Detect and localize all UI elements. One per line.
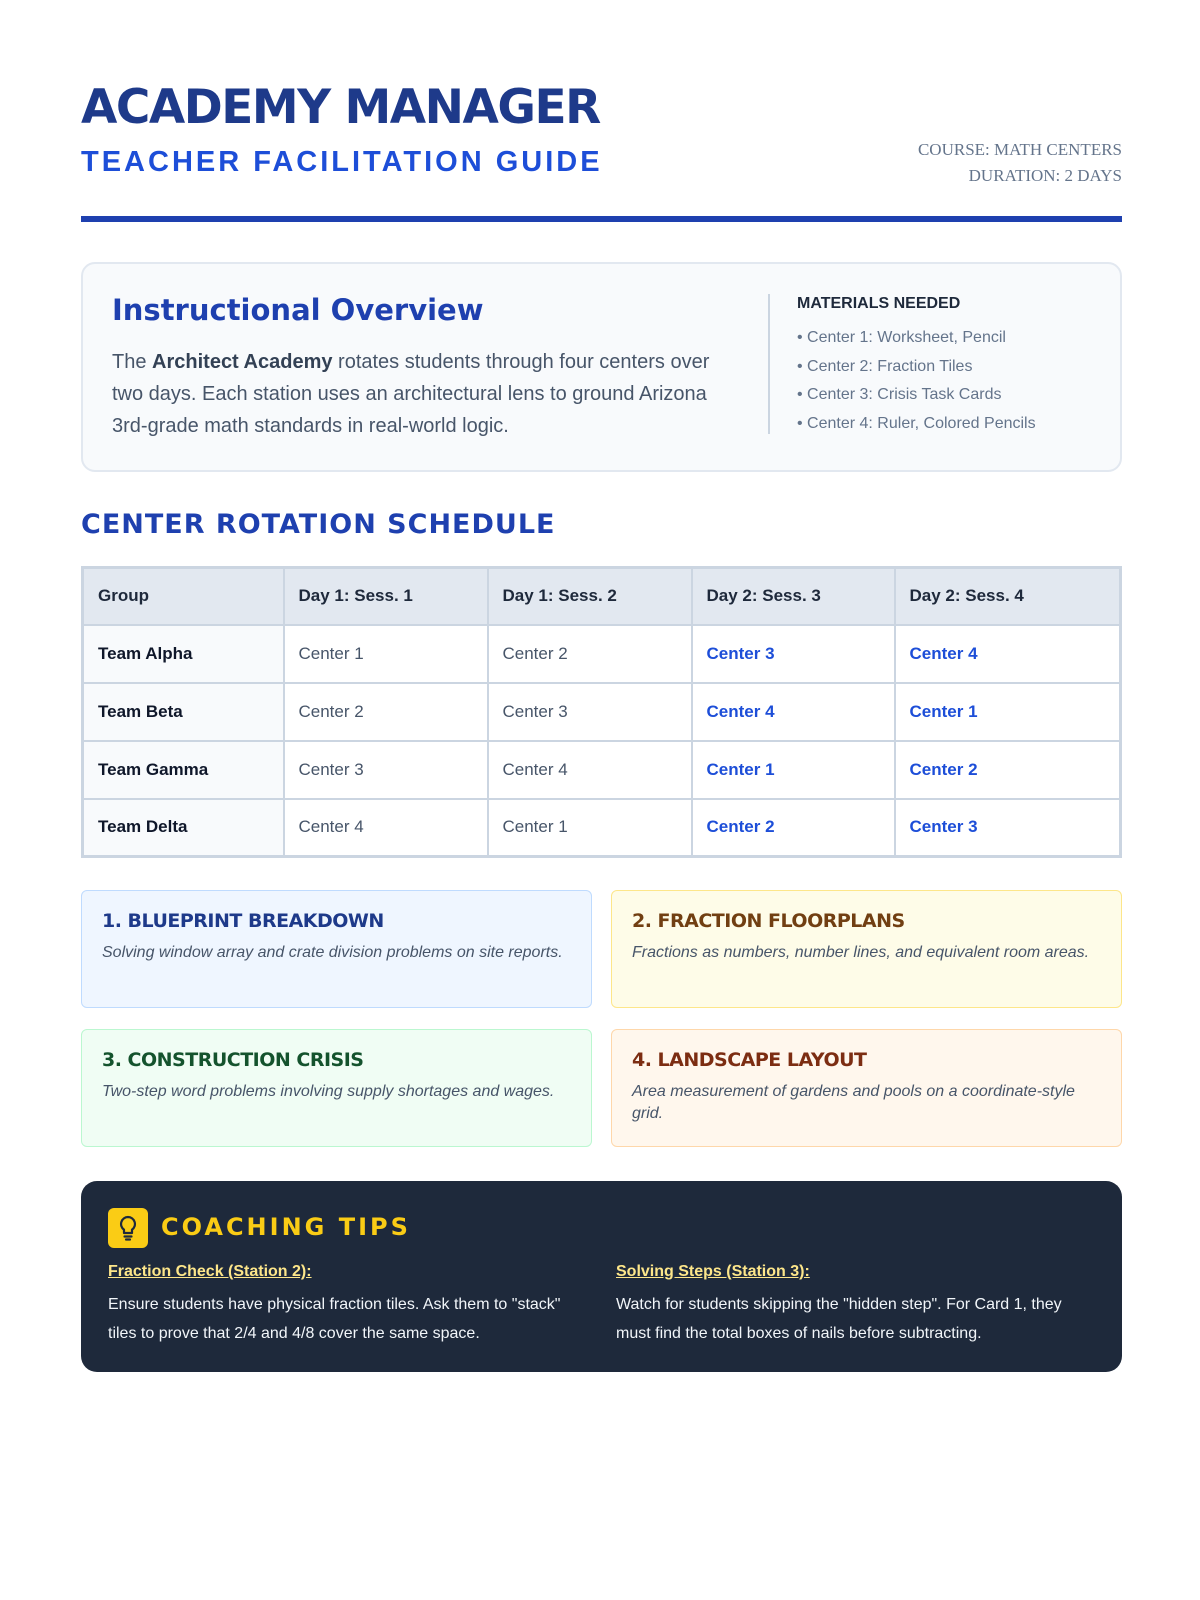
overview-text [112,346,732,442]
table-cell: Center 1 [284,625,488,683]
materials-item: • Center 4: Ruler, Colored Pencils [797,414,1036,432]
station-description: Area measurement of gardens and pools on a coordinate-style grid. [632,1083,1075,1122]
overview-text-bold: Architect Academy [152,351,333,373]
table-cell: Center 1 [692,741,895,799]
column-header: Group [83,568,284,625]
group-cell: Team Gamma [83,741,284,799]
group-cell: Team Beta [83,683,284,741]
column-header: Day 2: Sess. 4 [895,568,1121,625]
tip-heading: Solving Steps (Station 3): [616,1263,810,1280]
table-cell: Center 2 [692,799,895,857]
facilitation-guide-page [81,0,1122,1342]
station-title: 1. BLUEPRINT BREAKDOWN [102,910,384,932]
page-header [81,0,1122,222]
table-cell: Center 3 [284,741,488,799]
overview-text-after: rotates students through four centers over two days. Each station uses an architectural lens to ground Arizona 3rd-grade math standards in real-world logic. [112,351,710,437]
station-title: 2. FRACTION FLOORPLANS [632,910,905,932]
materials-item: • Center 3: Crisis Task Cards [797,386,1002,403]
coaching-tips-title: COACHING TIPS [161,1213,411,1241]
table-cell: Center 4 [692,683,895,741]
table-cell: Center 2 [284,683,488,741]
instructional-overview-card [81,262,1122,472]
column-header: Day 1: Sess. 1 [284,568,488,625]
page-subtitle: TEACHER FACILITATION GUIDE [81,146,603,178]
materials-item: • Center 1: Worksheet, Pencil [797,329,1006,346]
table-row [83,741,1121,799]
tip-body: Watch for students skipping the "hidden step". For Card 1, they must find the total boxes of nails before subtracting. [616,1296,1062,1342]
table-header-row [83,568,1121,625]
table-row [83,625,1121,683]
coaching-tips-panel [81,1181,1122,1372]
table-cell: Center 2 [895,741,1121,799]
group-cell: Team Alpha [83,625,284,683]
tip-body: Ensure students have physical fraction tiles. Ask them to "stack" tiles to prove that 2/4 and 4/8 cover the same space. [108,1296,561,1342]
station-description: Fractions as numbers, number lines, and equivalent room areas. [632,944,1090,961]
station-card-landscape-layout [611,1029,1122,1147]
station-card-fraction-floorplans [611,890,1122,1008]
duration-label: DURATION: 2 DAYS [968,166,1122,185]
column-header: Day 2: Sess. 3 [692,568,895,625]
table-cell: Center 4 [284,799,488,857]
rotation-schedule-table [81,566,1122,858]
table-cell: Center 3 [692,625,895,683]
column-header: Day 1: Sess. 2 [488,568,692,625]
schedule-title: CENTER ROTATION SCHEDULE [81,509,556,540]
materials-item: • Center 2: Fraction Tiles [797,357,973,375]
coaching-tip [108,1263,588,1348]
page-title: ACADEMY MANAGER [81,80,600,135]
overview-text-before: The [112,351,153,373]
materials-list [797,295,1036,438]
station-card-construction-crisis [81,1029,592,1147]
table-cell: Center 4 [895,625,1121,683]
course-label: COURSE: MATH CENTERS [917,140,1122,159]
lightbulb-icon [108,1208,148,1248]
course-meta [918,137,1122,189]
table-cell: Center 4 [488,741,692,799]
tip-heading: Fraction Check (Station 2): [108,1263,312,1280]
table-cell: Center 3 [895,799,1121,857]
table-row [83,683,1121,741]
station-title: 3. CONSTRUCTION CRISIS [102,1049,364,1071]
group-cell: Team Delta [83,799,284,857]
station-title: 4. LANDSCAPE LAYOUT [632,1049,867,1071]
table-cell: Center 1 [895,683,1121,741]
table-cell: Center 1 [488,799,692,857]
table-cell: Center 2 [488,625,692,683]
overview-divider [768,294,770,434]
table-cell: Center 3 [488,683,692,741]
station-description: Solving window array and crate division problems on site reports. [102,944,563,961]
table-row [83,799,1121,857]
station-card-blueprint-breakdown [81,890,592,1008]
station-description: Two-step word problems involving supply shortages and wages. [102,1083,555,1100]
coaching-tip [616,1263,1096,1348]
overview-title: Instructional Overview [112,293,484,327]
materials-title: MATERIALS NEEDED [797,295,961,312]
